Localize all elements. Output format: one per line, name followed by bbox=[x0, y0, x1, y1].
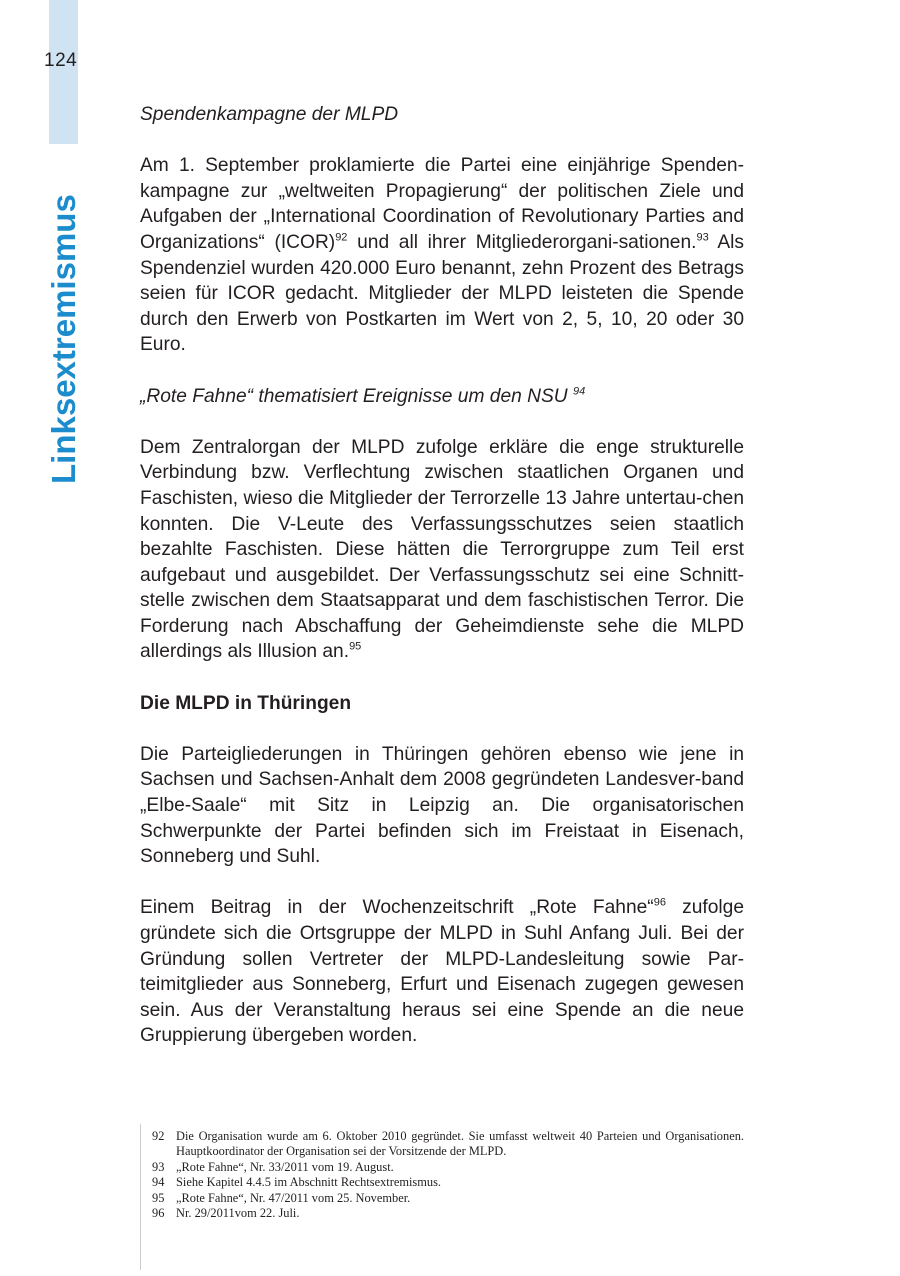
footnote-number: 92 bbox=[152, 1129, 165, 1143]
footnote-item bbox=[152, 1175, 744, 1190]
footnote-number: 96 bbox=[152, 1206, 165, 1221]
footnote-item bbox=[152, 1160, 744, 1175]
footnote-text: „Rote Fahne“, Nr. 47/2011 vom 25. November. bbox=[176, 1190, 411, 1205]
footnote-number: 94 bbox=[152, 1175, 165, 1190]
footnote-text: Die Organisation wurde am 6. Oktober 2010 gegründet. Sie umfasst weltweit 40 Parteien und Organisationen. Hauptkoordinator der Organisation sei der Vorsitzende der MLPD. bbox=[176, 1129, 744, 1159]
footnote-ref-94[interactable]: 94 bbox=[572, 385, 586, 398]
subheading-rote-fahne-nsu bbox=[140, 384, 744, 410]
paragraph-text: Dem Zentralorgan der MLPD zufolge erkläre die enge strukturelle Verbindung bzw. Verflechtung zwischen staatlichen Organen und Faschisten, wieso die Mitglieder der Terrorzelle 13 Jahre untertau-chen konnten. Die V-Leute des Verfassungsschutzes seien staatlich bezahlte Faschisten. Diese hätten die Terrorgruppe zum Teil erst aufgebaut und ausgebildet. Der Verfassungsschutz sei eine Schnitt-stelle zwischen dem Staatsapparat und dem faschistischen Terror. Die Forderung nach Abschaffung der Geheimdienste sehe die MLPD allerdings als Illusion an. bbox=[140, 436, 744, 663]
footnote-text: Siehe Kapitel 4.4.5 im Abschnitt Rechtsextremismus. bbox=[176, 1175, 441, 1190]
paragraph-spendenkampagne bbox=[140, 153, 744, 358]
footnote-item bbox=[152, 1206, 744, 1221]
footnote-number: 95 bbox=[152, 1190, 165, 1205]
subheading-spendenkampagne: Spendenkampagne der MLPD bbox=[140, 104, 399, 125]
footnote-item bbox=[152, 1129, 744, 1160]
footnotes bbox=[152, 1129, 744, 1221]
subheading-text: „Rote Fahne“ thematisiert Ereignisse um den NSU bbox=[140, 385, 568, 407]
footnote-ref-96[interactable]: 96 bbox=[653, 897, 666, 910]
heading-mlpd-thueringen: Die MLPD in Thüringen bbox=[140, 692, 352, 714]
footnote-text: Nr. 29/2011vom 22. Juli. bbox=[176, 1206, 300, 1221]
footnote-number: 93 bbox=[152, 1159, 165, 1174]
side-tab-marker bbox=[49, 0, 78, 144]
footnote-item bbox=[152, 1191, 744, 1206]
section-label: Linksextremismus bbox=[45, 194, 82, 484]
footnote-ref-92[interactable]: 92 bbox=[335, 231, 348, 244]
footnote-ref-95[interactable]: 95 bbox=[349, 641, 362, 654]
main-content bbox=[140, 102, 744, 1075]
footnote-text: „Rote Fahne“, Nr. 33/2011 vom 19. August. bbox=[176, 1159, 394, 1174]
paragraph-text: zufolge gründete sich die Ortsgruppe der MLPD in Suhl Anfang Juli. Bei der Gründung sollen Vertreter der MLPD-Landesleitung sowie Par-teimitglieder aus Sonneberg, Erfurt und Eisenach zugegen gewesen sein. Aus der Veranstaltung heraus sei eine Spende an die neue Gruppierung übergeben worden. bbox=[140, 897, 745, 1047]
paragraph-suhl bbox=[140, 895, 744, 1049]
page-number: 124 bbox=[44, 50, 78, 71]
paragraph-text: und all ihrer Mitgliederorgani-sationen. bbox=[347, 231, 697, 253]
footnote-divider bbox=[140, 1124, 141, 1270]
paragraph-thueringen: Die Parteigliederungen in Thüringen gehören ebenso wie jene in Sachsen und Sachsen-Anhalt dem 2008 gegründeten Landesver-band „Elbe-Saale“ mit Sitz in Leipzig an. Die organisatorischen Schwerpunkte der Partei befinden sich im Freistaat in Eisenach, Sonneberg und Suhl. bbox=[140, 743, 744, 868]
paragraph-text: Einem Beitrag in der Wochenzeitschrift „Rote Fahne“ bbox=[140, 897, 654, 919]
paragraph-text: Als Spendenziel wurden 420.000 Euro benannt, zehn Prozent des Betrags seien für ICOR gedacht. Mitglieder der MLPD leisteten die Spende durch den Erwerb von Postkarten im Wert von 2, 5, 10, 20 oder 30 Euro. bbox=[140, 231, 744, 356]
paragraph-nsu bbox=[140, 435, 744, 665]
paragraph-text: Am 1. September proklamierte die Partei eine einjährige Spenden-kampagne zur „weltweiten Propagierung“ der politischen Ziele und Aufgaben der „International Coordination of Revolutionary Parties and Organizations“ (ICOR) bbox=[140, 155, 744, 253]
footnote-ref-93[interactable]: 93 bbox=[696, 231, 709, 244]
